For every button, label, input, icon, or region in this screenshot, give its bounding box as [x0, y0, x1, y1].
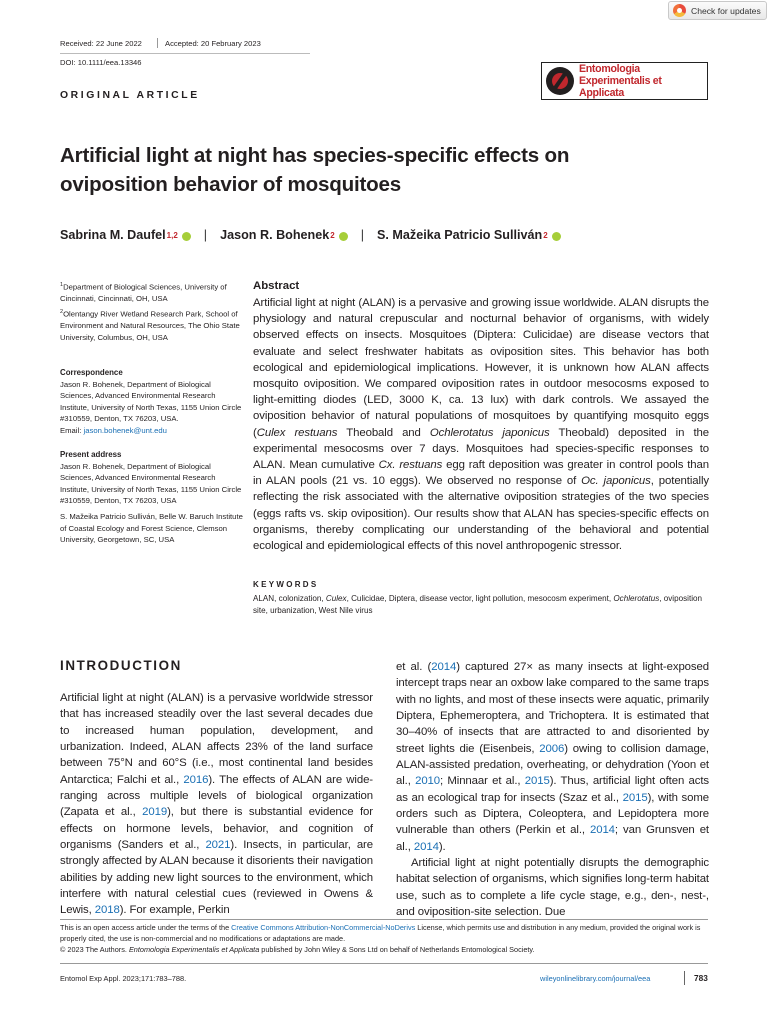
- keyword-run: ALAN, colonization,: [253, 594, 326, 603]
- paragraph: [60, 690, 373, 919]
- footer-divider: [684, 971, 685, 985]
- affiliation-sup: 2: [60, 309, 64, 315]
- text-run: ). For example, Perkin: [119, 904, 230, 917]
- copyright-journal: Entomologia Experimentalis et Applicata: [128, 944, 260, 954]
- author-affiliation-sup: 2: [330, 230, 335, 240]
- citation-link[interactable]: 2016: [183, 773, 209, 786]
- abstract-run: , potentially reflecting the risk associated with the alternative oviposition strategies of the two species (eggs rafts vs. skip oviposition). Our results show that ALAN has species-specific effects on organisms, thereby complicating our understanding of the behavioral and potential ecological and epidemiological effects of this novel anthropogenic stressor.: [253, 475, 709, 553]
- abstract-run: egg raft deposition was greater in control pools than in ALAN pools (21 vs. 10 eggs). We observed no response of: [253, 459, 709, 488]
- journal-citation: Entomol Exp Appl. 2023;171:783–788.: [60, 974, 187, 983]
- citation-link[interactable]: 2021: [205, 839, 231, 852]
- text-run: ). The effects of ALAN are wide-ranging across multiple levels of biological organization (Zapata et al.,: [60, 773, 374, 819]
- correspondence-block: [60, 367, 245, 437]
- email-label: Email:: [60, 425, 82, 435]
- citation-link[interactable]: 2015: [622, 791, 648, 804]
- body-column-right: [396, 659, 709, 921]
- doi: DOI: 10.1111/eea.13346: [60, 58, 142, 67]
- affiliation-sup: 1: [60, 282, 64, 288]
- affiliation-2: [60, 307, 245, 343]
- affiliation-text: Department of Biological Sciences, University of Cincinnati, Cincinnati, OH, USA: [60, 282, 227, 304]
- text-run: ). Thus, artificial light often acts as an ecological trap for insects (Szaz et al.,: [396, 775, 709, 804]
- journal-name-line1: Entomologia: [579, 63, 640, 75]
- affiliation-1: [60, 280, 245, 305]
- text-run: ). Insects, in particular, are strongly affected by ALAN because it disorients their navigation abilities by adding new light sources to the environment, which interfere with natural celestial cues (reviewed in Owens & Lewis,: [60, 839, 373, 917]
- author-affiliation-sup: 2: [543, 230, 548, 240]
- paragraph: [396, 659, 709, 855]
- journal-logo: [541, 62, 708, 100]
- introduction-heading: INTRODUCTION: [60, 658, 182, 673]
- abstract-text: [253, 295, 709, 554]
- keyword-run: , Culicidae, Diptera, disease vector, light pollution, mesocosm experiment,: [346, 594, 614, 603]
- accepted-date: Accepted: 20 February 2023: [165, 39, 261, 48]
- citation-link[interactable]: 2015: [524, 775, 550, 788]
- present-address-heading: Present address: [60, 450, 122, 459]
- author-affiliation-sup: 1,2: [166, 230, 178, 240]
- keywords-heading: KEYWORDS: [253, 580, 319, 589]
- abstract-run: Artificial light at night (ALAN) is a pervasive and growing issue worldwide. ALAN disrupts the physiology and natural crepuscular and nocturnal behavior of organisms, with widely observed effects on insects. Mosquitoes (Diptera: Culicidae) are disease vectors that evaluate and select freshwater habitats as oviposition sites. This behavior has both ecological and epidemiological implications. However, it is unknown how ALAN affects mosquito oviposition. We compared oviposition rates in outdoor mesocosms exposed to light-emitting diodes (LED, 3000 K, ca. 13 lux) with dark controls. We assayed the oviposition behavior of natural populations of mosquitoes by quantifying mosquito eggs (: [253, 297, 709, 439]
- text-run: ) captured 27× as many insects at light-exposed intercept traps near an oxbow lake compared to the same traps with no lights, and most of these insects were aquatic, primarily Diptera, Ephemeroptera, and Trichoptera. It is estimated that 30–40% of insects that are attracted to and disoriented by street lights die (Eisenbeis,: [396, 661, 710, 755]
- text-run: ), with some orders such as Diptera, Coleoptera, and Lepidoptera more vulnerable than others (Perkin et al.,: [396, 791, 709, 837]
- author-name[interactable]: Sabrina M. Daufel: [60, 228, 166, 242]
- keyword-run: Culex: [325, 594, 347, 603]
- present-address-2: S. Mažeika Patricio Sulliván, Belle W. Baruch Institute of Coastal Ecology and Forest Science, Clemson University, Georgetown, SC, USA: [60, 512, 243, 545]
- author-list: [60, 228, 561, 242]
- license-run: This is an open access article under the terms of the: [60, 923, 232, 932]
- orcid-icon[interactable]: [182, 232, 191, 241]
- author-separator: |: [203, 228, 208, 242]
- copyright-run: © 2023 The Authors.: [60, 944, 129, 954]
- check-for-updates-label: Check for updates: [691, 5, 761, 16]
- footer-rule: [60, 963, 708, 964]
- author-name[interactable]: Jason R. Bohenek: [220, 228, 330, 242]
- text-run: ; Minnaar et al.,: [440, 775, 525, 788]
- text-run: ).: [438, 840, 446, 853]
- text-run: ), but there is substantial evidence for effects on hormone levels, behavior, and cognition of organisms (Sanders et al.,: [60, 806, 373, 852]
- affiliation-text: Olentangy River Wetland Research Park, School of Environment and Natural Resources, The Ohio State University, Columbus, OH, USA: [60, 309, 240, 342]
- check-for-updates-button[interactable]: [668, 1, 767, 20]
- keywords-text: [253, 593, 709, 616]
- orcid-icon[interactable]: [339, 232, 348, 241]
- license-text: [60, 923, 708, 955]
- orcid-icon[interactable]: [552, 232, 561, 241]
- keyword-run: , oviposition site, urbanization, West Nile virus: [253, 594, 703, 615]
- citation-link[interactable]: 2018: [94, 904, 120, 917]
- author-name[interactable]: S. Mažeika Patricio Sulliván: [377, 228, 543, 242]
- journal-name: [579, 63, 707, 99]
- crossmark-icon: [673, 4, 686, 17]
- citation-link[interactable]: 2019: [142, 806, 168, 819]
- species-name: Culex restuans: [256, 426, 338, 439]
- journal-url-link[interactable]: wileyonlinelibrary.com/journal/eea: [540, 974, 651, 983]
- species-name: Ochlerotatus japonicus: [429, 426, 550, 439]
- correspondence-heading: Correspondence: [60, 368, 123, 377]
- text-run: Artificial light at night (ALAN) is a pervasive worldwide stressor that has increased steadily over the last several decades due to increased human population, development, and urbanization. Indeed, ALAN affects 23% of the land surface between 75°N and 60°S (i.e., most continental land besides Antarctica; Falchi et al.,: [60, 692, 373, 786]
- present-address-block: [60, 449, 245, 507]
- species-name: Cx. restuans: [378, 459, 443, 472]
- journal-name-line2: Experimentalis et Applicata: [579, 75, 662, 99]
- text-run: ; van Grunsven et al.,: [396, 824, 709, 853]
- article-type: ORIGINAL ARTICLE: [60, 90, 200, 101]
- license-rule: [60, 919, 708, 920]
- page-number: 783: [694, 973, 708, 983]
- citation-link[interactable]: 2010: [415, 775, 441, 788]
- license-run: License, which permits use and distribution in any medium, provided the original work is properly cited, the use is non-commercial and no modifications or adaptations are made.: [60, 923, 701, 943]
- citation-link[interactable]: 2006: [539, 742, 565, 755]
- email-link[interactable]: jason.bohenek@unt.edu: [83, 425, 167, 435]
- keyword-run: Ochlerotatus: [613, 594, 660, 603]
- copyright-run: published by John Wiley & Sons Ltd on behalf of Netherlands Entomological Society.: [259, 944, 535, 954]
- citation-link[interactable]: 2014: [413, 840, 439, 853]
- present-address-1: Jason R. Bohenek, Department of Biological Sciences, Advanced Environmental Research Institute, University of North Texas, 1155 Union Circle #310559, Denton, TX 76203, USA: [60, 461, 242, 506]
- received-date: Received: 22 June 2022: [60, 39, 142, 48]
- article-title: Artificial light at night has species-specific effects on oviposition behavior of mosquitoes: [60, 144, 570, 196]
- citation-link[interactable]: 2014: [431, 661, 457, 673]
- journal-emblem-icon: [546, 67, 574, 95]
- license-link[interactable]: Creative Commons Attribution-NonCommercial-NoDerivs: [231, 923, 416, 932]
- body-column-left: [60, 690, 373, 919]
- abstract-run: Theobald and: [337, 426, 430, 439]
- species-name: Oc. japonicus: [581, 475, 651, 488]
- text-run: ) owing to collision damage, ALAN-assisted predation, overheating, or dehydration (Yoon et al.,: [396, 742, 709, 788]
- meta-divider: [157, 38, 158, 48]
- text-run: et al. (: [396, 661, 432, 673]
- correspondence-text: Jason R. Bohenek, Department of Biological Sciences, Advanced Environmental Research Institute, University of North Texas, 1155 Union Circle #310559, Denton, TX 76203, USA.: [60, 379, 242, 424]
- citation-link[interactable]: 2014: [589, 824, 615, 837]
- author-separator: |: [360, 228, 364, 242]
- abstract-heading: Abstract: [253, 280, 300, 292]
- header-rule: [60, 53, 310, 54]
- abstract-run: Theobald) deposited in the experimental mesocosms over 7 days. Mosquitoes had species-specific responses to ALAN. Mean cumulative: [253, 426, 710, 472]
- paragraph: Artificial light at night potentially disrupts the demographic habitat selection of organisms, which signifies long-term habitat use, such as to complete a life cycle stage, e.g., den-, nest-, and oviposition-site selection. Due: [396, 857, 709, 919]
